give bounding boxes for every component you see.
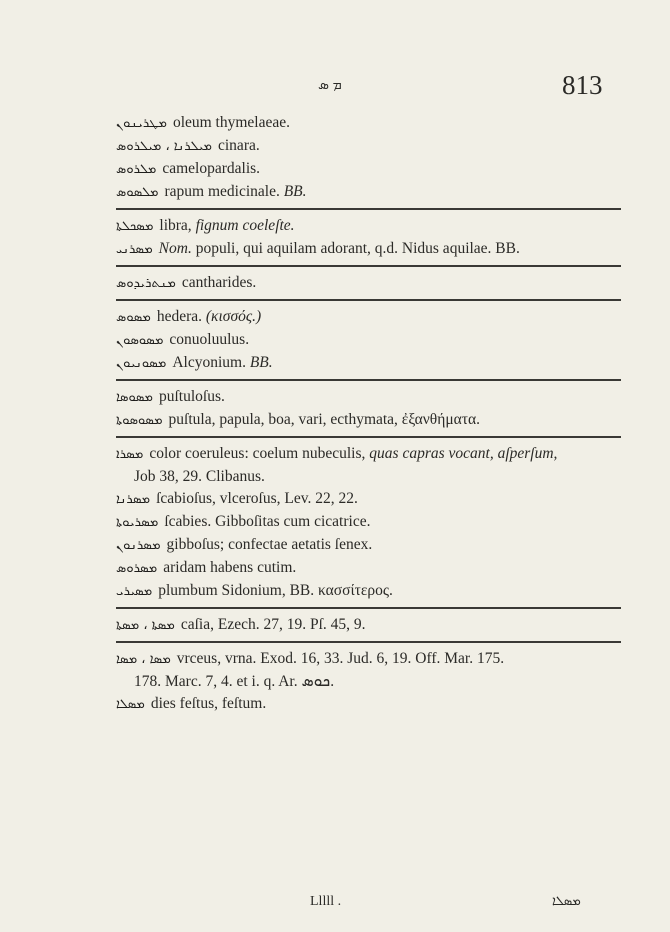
syriac-headword: ܡܣܠܐ xyxy=(116,697,145,712)
latin-gloss: ſcabies. Gibboſitas cum cicatrice. xyxy=(164,513,371,530)
syriac-headword: ܡܣܪܘܣ xyxy=(116,561,158,576)
syriac-headword: ܡܣܪܢܐ xyxy=(116,492,151,507)
dictionary-entry xyxy=(116,158,626,181)
syriac-headword: ܡܣܘܣܘܢ xyxy=(116,333,164,348)
dictionary-entry xyxy=(116,329,626,352)
syriac-headword: ܡܣܪܢܘܢ xyxy=(116,538,161,553)
dictionary-entry xyxy=(116,557,626,580)
dictionary-entry xyxy=(116,272,626,295)
latin-gloss: gibboſus; confectae aetatis ſenex. xyxy=(166,536,373,553)
entry-continuation xyxy=(116,466,626,488)
syriac-headword: ܡܣܐ ، ܡܣܐ xyxy=(116,652,171,667)
syriac-headword: ܡܣܘܢܝܘܢ xyxy=(116,356,167,371)
section-rule xyxy=(116,208,621,210)
dictionary-entry xyxy=(116,443,626,466)
section-rule xyxy=(116,607,621,609)
entry-tail: fignum coeleſte. xyxy=(191,217,295,234)
dictionary-entry xyxy=(116,693,626,716)
latin-gloss: conuoluulus. xyxy=(169,331,250,348)
syriac-headword: ܡܝܠܪܢܐ ، ܡܝܠܪܘܣ xyxy=(116,139,212,154)
dictionary-entry xyxy=(116,511,626,534)
section-rule xyxy=(116,641,621,643)
dictionary-entry xyxy=(116,181,626,204)
latin-gloss: puſtula, papula, boa, vari, ecthymata, ἐξανθήματα. xyxy=(168,411,480,428)
entry-tail: (κισσός.) xyxy=(202,308,262,325)
dictionary-entry xyxy=(116,135,626,158)
dictionary-entry xyxy=(116,238,626,261)
dictionary-entry xyxy=(116,534,626,557)
continuation-text: 178. Marc. 7, 4. et i. q. Ar. ܟܘܣ. xyxy=(134,673,335,690)
entry-tail: BB. xyxy=(245,354,273,371)
dictionary-entry xyxy=(116,580,626,603)
syriac-headword: ܡܣܘܣܐ xyxy=(116,390,153,405)
entry-continuation xyxy=(116,671,626,693)
continuation-text: Job 38, 29. Clibanus. xyxy=(134,468,265,485)
latin-gloss: caſia, Ezech. 27, 19. Pſ. 45, 9. xyxy=(180,616,366,633)
syriac-headword: ܡܣܪܢܝ xyxy=(116,242,153,257)
latin-gloss: Alcyonium. xyxy=(172,354,246,371)
latin-gloss: vrceus, vrna. Exod. 16, 33. Jud. 6, 19. Off. Mar. 175. xyxy=(176,650,505,667)
latin-gloss: plumbum Sidonium, BB. κασσίτερος. xyxy=(158,582,393,599)
page-number: 813 xyxy=(562,70,603,100)
latin-gloss: hedera. xyxy=(156,308,203,325)
latin-gloss: aridam habens cutim. xyxy=(163,559,297,576)
syriac-headword: ܡܣܟܠܬܐ xyxy=(116,219,154,234)
syriac-headword: ܡܣܪܐ xyxy=(116,447,144,462)
entry-lead: Nom. xyxy=(158,240,196,257)
latin-gloss: camelopardalis. xyxy=(162,160,261,177)
entry-tail: BB. xyxy=(279,183,307,200)
latin-gloss: oleum thymelaeae. xyxy=(172,114,290,131)
catchword: ܡܣܠܐ xyxy=(552,894,581,909)
syriac-headword: ܡܣܬܐ ، ܡܣܬܐ xyxy=(116,618,175,633)
section-rule xyxy=(116,379,621,381)
section-rule xyxy=(116,265,621,267)
dictionary-entry xyxy=(116,614,626,637)
latin-gloss: puſtuloſus. xyxy=(158,388,225,405)
signature-mark: Lllll . xyxy=(310,894,342,909)
section-rule xyxy=(116,299,621,301)
dictionary-entry xyxy=(116,488,626,511)
dictionary-entry xyxy=(116,306,626,329)
latin-gloss: dies feſtus, feſtum. xyxy=(150,695,267,712)
dictionary-entry xyxy=(116,215,626,238)
running-head: ܡ ܣ xyxy=(318,78,342,93)
latin-gloss: populi, qui aquilam adorant, q.d. Nidus aquilae. BB. xyxy=(195,240,520,257)
latin-gloss: libra, xyxy=(159,217,192,234)
syriac-headword: ܡܛܪܝܢܘܢ xyxy=(116,116,167,131)
syriac-headword: ܡܣܪܝܘܬܐ xyxy=(116,515,159,530)
latin-gloss: cantharides. xyxy=(181,274,257,291)
section-rule xyxy=(116,436,621,438)
dictionary-entry xyxy=(116,409,626,432)
entry-tail: quas capras vocant, aſperſum, xyxy=(365,445,558,462)
dictionary-entry xyxy=(116,112,626,135)
latin-gloss: cinara. xyxy=(218,137,260,154)
syriac-headword: ܡܣܝܪܝ xyxy=(116,584,153,599)
syriac-headword: ܡܠܪܘܣ xyxy=(116,162,157,177)
dictionary-entry xyxy=(116,648,626,671)
syriac-headword: ܡܣܘܣ xyxy=(116,310,151,325)
dictionary-entries xyxy=(116,112,626,716)
syriac-headword: ܡܠܣܘܣ xyxy=(116,185,159,200)
dictionary-entry xyxy=(116,386,626,409)
syriac-headword: ܡܢܬܪܝܕܘܣ xyxy=(116,276,176,291)
syriac-headword: ܡܣܘܣܘܬܐ xyxy=(116,413,163,428)
latin-gloss: color coeruleus: coelum nubeculis, xyxy=(149,445,366,462)
latin-gloss: ſcabioſus, vlceroſus, Lev. 22, 22. xyxy=(156,490,358,507)
dictionary-entry xyxy=(116,352,626,375)
latin-gloss: rapum medicinale. xyxy=(164,183,280,200)
